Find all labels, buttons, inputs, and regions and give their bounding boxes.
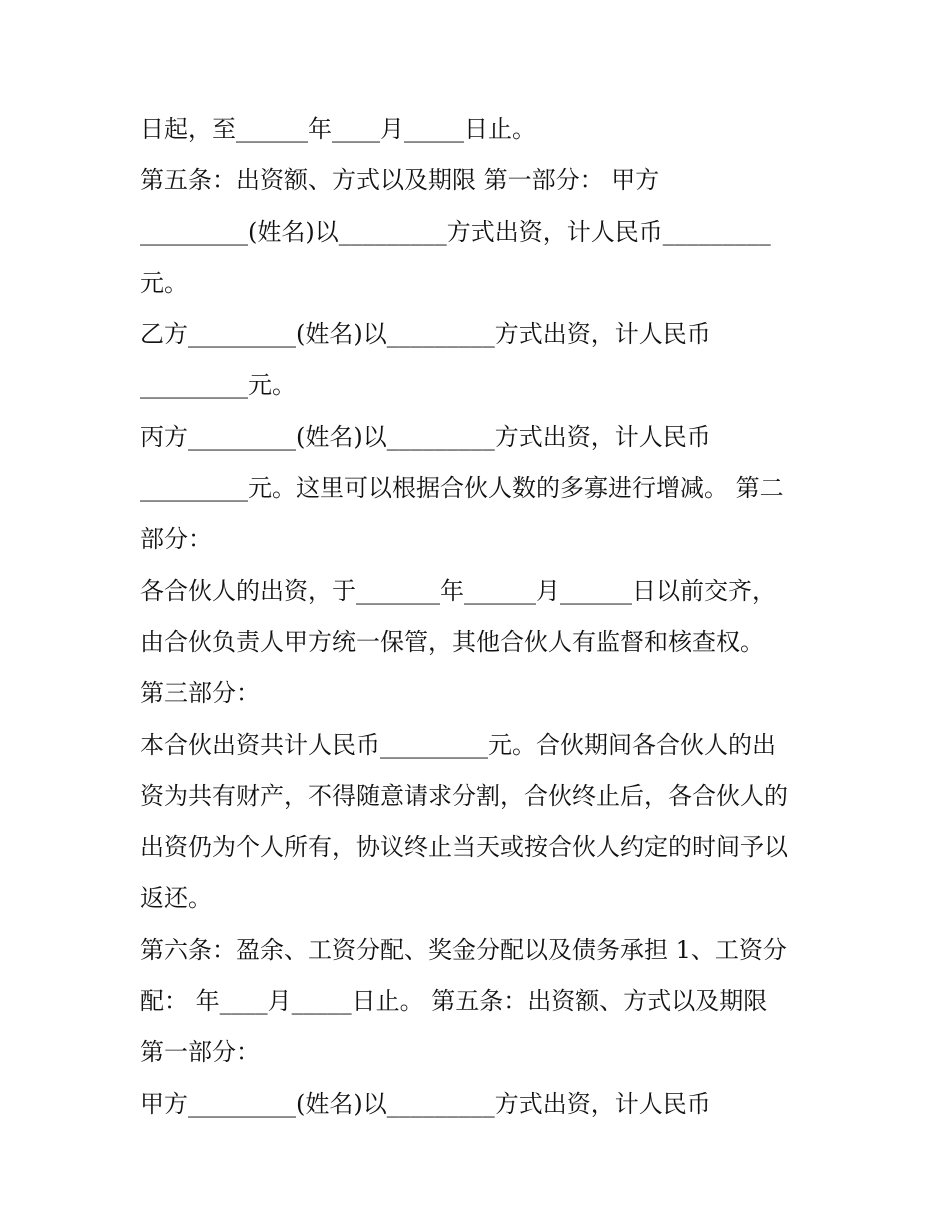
text-line: 元。: [140, 268, 188, 297]
text-line: _________元。: [140, 371, 296, 400]
text-line: 由合伙负责人甲方统一保管，其他合伙人有监督和核查权。: [140, 627, 764, 656]
text-line: 第六条：盈余、工资分配、奖金分配以及债务承担 1、工资分: [140, 935, 787, 964]
text-line: 各合伙人的出资，于_______年______月______日以前交齐，: [140, 576, 776, 605]
text-line: 部分：: [140, 525, 212, 554]
text-line: 日起，至______年____月_____日止。: [140, 115, 536, 143]
text-line: 丙方_________(姓名)以_________方式出资，计人民币: [140, 422, 711, 451]
text-line: _________元。这里可以根据合伙人数的多寡进行增减。 第二: [140, 474, 784, 503]
text-line: 第三部分：: [140, 679, 260, 708]
text-line: 第五条：出资额、方式以及期限 第一部分： 甲方: [140, 166, 660, 195]
text-line: 乙方_________(姓名)以_________方式出资，计人民币: [140, 320, 711, 349]
text-line: _________(姓名)以_________方式出资，计人民币_________: [140, 217, 771, 246]
text-line: 资为共有财产，不得随意请求分割，合伙终止后，各合伙人的: [140, 781, 788, 810]
text-line: 本合伙出资共计人民币_________元。合伙期间各合伙人的出: [140, 730, 776, 759]
text-line: 第一部分：: [140, 1038, 260, 1067]
text-line: 甲方_________(姓名)以_________方式出资，计人民币: [140, 1089, 711, 1118]
text-line: 出资仍为个人所有，协议终止当天或按合伙人约定的时间予以: [140, 833, 788, 862]
document-body: [140, 104, 820, 1130]
text-line: 返还。: [140, 884, 212, 913]
text-line: 配： 年____月_____日止。 第五条：出资额、方式以及期限: [140, 987, 768, 1016]
